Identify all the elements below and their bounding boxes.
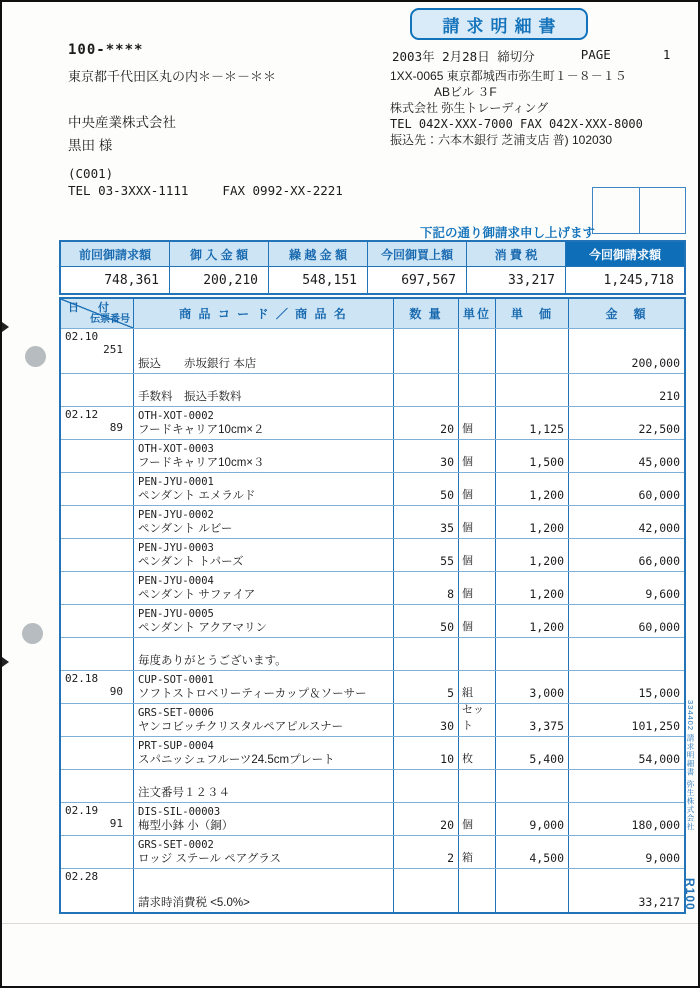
row-item: PEN-JYU-0003 ペンダント トパーズ <box>134 539 394 571</box>
row-item: PEN-JYU-0005 ペンダント アクアマリン <box>134 605 394 637</box>
row-qty <box>394 638 459 670</box>
recipient-postal: 100-**** <box>68 42 144 58</box>
row-price: 4,500 <box>496 836 569 868</box>
row-item: DIS-SIL-00003 梅型小鉢 小（銅） <box>134 803 394 835</box>
row-amount: 101,250 <box>631 719 680 733</box>
row-item: 手数料 振込手数料 <box>134 374 394 406</box>
row-item: 請求時消費税 <5.0%> <box>134 869 394 912</box>
row-qty <box>394 869 459 912</box>
table-row <box>61 868 684 912</box>
row-unit: 枚 <box>459 737 496 769</box>
header-unit: 単位 <box>459 299 496 328</box>
row-price <box>496 374 569 406</box>
table-row <box>61 835 684 868</box>
row-qty: 30 <box>394 704 459 736</box>
row-amount: 66,000 <box>638 554 680 568</box>
detail-table <box>59 297 686 914</box>
punch-hole <box>25 346 46 367</box>
row-item: PEN-JYU-0001 ペンダント エメラルド <box>134 473 394 505</box>
row-price: 1,200 <box>496 605 569 637</box>
table-row <box>61 328 684 373</box>
row-price <box>496 770 569 802</box>
recipient-person: 黒田 様 <box>68 138 113 153</box>
row-qty <box>394 374 459 406</box>
sender-bank: 振込先：六本木銀行 芝浦支店 普) 102030 <box>390 133 613 147</box>
row-unit: セット <box>459 704 496 736</box>
row-unit: 個 <box>459 506 496 538</box>
row-amount <box>569 638 684 670</box>
stamp-cell <box>640 188 686 233</box>
summary-value: 748,361 <box>61 266 170 293</box>
row-item: PRT-SUP-0004 スパニッシュフルーツ24.5cmプレート <box>134 737 394 769</box>
closing-date-line <box>392 47 692 65</box>
row-date-voucher <box>61 638 134 670</box>
punch-hole <box>22 623 43 644</box>
summary-value: 697,567 <box>368 266 467 293</box>
recipient-tel: TEL 03-3XXX-1111 <box>68 183 189 198</box>
summary-value-total: 1,245,718 <box>566 266 684 293</box>
row-item: GRS-SET-0002 ロッジ ステール ペアグラス <box>134 836 394 868</box>
row-price: 1,500 <box>496 440 569 472</box>
recipient-address: 東京都千代田区丸の内＊－＊－＊＊ <box>68 69 277 84</box>
row-amount <box>569 770 684 802</box>
row-unit <box>459 329 496 373</box>
table-row <box>61 802 684 835</box>
row-qty: 5 <box>394 671 459 703</box>
row-date-voucher <box>61 539 134 571</box>
table-row <box>61 538 684 571</box>
edge-registration-mark <box>2 657 9 667</box>
row-price <box>496 869 569 912</box>
stamp-cell <box>593 188 640 233</box>
table-row <box>61 373 684 406</box>
recipient-block <box>68 42 388 198</box>
row-price: 3,000 <box>496 671 569 703</box>
row-date-voucher <box>61 704 134 736</box>
recipient-code: (C001) <box>68 166 114 181</box>
row-qty: 50 <box>394 473 459 505</box>
summary-value: 548,151 <box>269 266 368 293</box>
row-price: 1,200 <box>496 506 569 538</box>
header-date-voucher: 日 付 伝票番号 <box>61 299 134 328</box>
row-item: GRS-SET-0006 ヤンコビッチクリスタルペアピルスナー <box>134 704 394 736</box>
document-title: 請求明細書 <box>410 8 588 40</box>
row-price: 1,200 <box>496 572 569 604</box>
summary-value-row <box>61 266 684 293</box>
row-item: OTH-XOT-0002 フードキャリア10cm×２ <box>134 407 394 439</box>
summary-header: 消 費 税 <box>467 242 566 266</box>
table-row <box>61 769 684 802</box>
closing-date: 2003年 2月28日 締切分 <box>392 49 535 64</box>
row-qty: 20 <box>394 803 459 835</box>
summary-header-total: 今回御請求額 <box>566 242 684 266</box>
perforation-line <box>2 923 700 924</box>
row-price: 9,000 <box>496 803 569 835</box>
row-date-voucher <box>61 440 134 472</box>
table-row <box>61 472 684 505</box>
sender-postal-address: 1XX-0065 東京都城西市弥生町１－８－１５ <box>390 69 627 83</box>
row-unit <box>459 374 496 406</box>
row-amount: 33,217 <box>638 895 680 909</box>
row-item: 注文番号１２３４ <box>134 770 394 802</box>
row-date-voucher: 02.18 90 <box>61 671 134 703</box>
row-date-voucher: 02.12 89 <box>61 407 134 439</box>
table-row <box>61 604 684 637</box>
row-date-voucher <box>61 374 134 406</box>
detail-rows <box>61 328 684 912</box>
row-date-voucher <box>61 836 134 868</box>
sender-telfax: TEL 042X-XXX-7000 FAX 042X-XXX-8000 <box>390 117 643 131</box>
row-amount: 210 <box>659 389 680 403</box>
row-date-voucher <box>61 506 134 538</box>
recipient-company: 中央産業株式会社 <box>68 115 176 130</box>
row-qty <box>394 770 459 802</box>
row-amount: 60,000 <box>638 488 680 502</box>
table-row <box>61 703 684 736</box>
row-item: OTH-XOT-0003 フードキャリア10cm×３ <box>134 440 394 472</box>
row-unit <box>459 869 496 912</box>
table-row <box>61 439 684 472</box>
row-qty: 10 <box>394 737 459 769</box>
row-unit: 組 <box>459 671 496 703</box>
sender-block <box>390 68 690 148</box>
row-amount: 54,000 <box>638 752 680 766</box>
row-unit <box>459 638 496 670</box>
row-unit: 個 <box>459 539 496 571</box>
page-number: 1 <box>662 47 671 62</box>
summary-header-row <box>61 242 684 266</box>
table-row <box>61 571 684 604</box>
header-price: 単 価 <box>496 299 569 328</box>
table-row <box>61 670 684 703</box>
row-date-voucher: 02.19 91 <box>61 803 134 835</box>
row-qty: 8 <box>394 572 459 604</box>
summary-value: 200,210 <box>170 266 269 293</box>
row-unit: 箱 <box>459 836 496 868</box>
sender-company: 株式会社 弥生トレーディング <box>390 101 549 115</box>
row-amount: 9,600 <box>645 587 680 601</box>
row-price: 5,400 <box>496 737 569 769</box>
row-qty: 35 <box>394 506 459 538</box>
table-row <box>61 505 684 538</box>
row-price: 3,375 <box>496 704 569 736</box>
row-amount: 42,000 <box>638 521 680 535</box>
summary-header: 御 入 金 額 <box>170 242 269 266</box>
edge-registration-mark <box>2 322 9 332</box>
row-date-voucher: 02.10 251 <box>61 329 134 373</box>
row-date-voucher <box>61 737 134 769</box>
row-amount: 200,000 <box>631 356 680 370</box>
row-item: PEN-JYU-0004 ペンダント サファイア <box>134 572 394 604</box>
row-amount: 180,000 <box>631 818 680 832</box>
row-date-voucher <box>61 572 134 604</box>
row-unit: 個 <box>459 473 496 505</box>
row-item: 毎度ありがとうございます。 <box>134 638 394 670</box>
approval-stamp-box <box>592 187 686 234</box>
row-date-voucher <box>61 605 134 637</box>
row-qty <box>394 329 459 373</box>
row-qty: 50 <box>394 605 459 637</box>
row-qty: 2 <box>394 836 459 868</box>
table-row <box>61 406 684 439</box>
row-unit: 個 <box>459 803 496 835</box>
row-amount: 22,500 <box>638 422 680 436</box>
summary-value: 33,217 <box>467 266 566 293</box>
row-price <box>496 329 569 373</box>
recipient-fax: FAX 0992-XX-2221 <box>222 183 343 198</box>
row-qty: 30 <box>394 440 459 472</box>
table-row <box>61 637 684 670</box>
row-unit: 個 <box>459 407 496 439</box>
row-amount: 15,000 <box>638 686 680 700</box>
row-price: 1,200 <box>496 473 569 505</box>
row-price <box>496 638 569 670</box>
summary-header: 今回御買上額 <box>368 242 467 266</box>
row-qty: 55 <box>394 539 459 571</box>
header-item: 商 品 コ ー ド ／ 商 品 名 <box>134 299 394 328</box>
table-row <box>61 736 684 769</box>
page-label: PAGE <box>580 47 611 62</box>
row-qty: 20 <box>394 407 459 439</box>
row-price: 1,200 <box>496 539 569 571</box>
row-item: PEN-JYU-0002 ペンダント ルビー <box>134 506 394 538</box>
row-amount: 45,000 <box>638 455 680 469</box>
sender-building: ABビル ３F <box>434 85 497 99</box>
detail-header-row <box>61 299 684 328</box>
row-unit <box>459 770 496 802</box>
row-amount: 60,000 <box>638 620 680 634</box>
row-amount: 9,000 <box>645 851 680 865</box>
row-date-voucher: 02.28 <box>61 869 134 912</box>
row-unit: 個 <box>459 605 496 637</box>
row-unit: 個 <box>459 572 496 604</box>
form-product-vertical-text: 334402 請求明細書 弥生株式会社 <box>686 700 695 831</box>
row-item: CUP-SOT-0001 ソフトストロベリーティーカップ＆ソーサー <box>134 671 394 703</box>
row-date-voucher <box>61 473 134 505</box>
billing-notice: 下記の通り御請求申し上げます <box>420 226 596 240</box>
summary-table <box>59 240 686 295</box>
row-date-voucher <box>61 770 134 802</box>
row-unit: 個 <box>459 440 496 472</box>
summary-header: 繰 越 金 額 <box>269 242 368 266</box>
row-item: 振込 赤坂銀行 本店 <box>134 329 394 373</box>
header-amount: 金 額 <box>569 299 684 328</box>
header-qty: 数 量 <box>394 299 459 328</box>
row-price: 1,125 <box>496 407 569 439</box>
summary-header: 前回御請求額 <box>61 242 170 266</box>
recycled-paper-mark: R100 <box>683 878 697 911</box>
